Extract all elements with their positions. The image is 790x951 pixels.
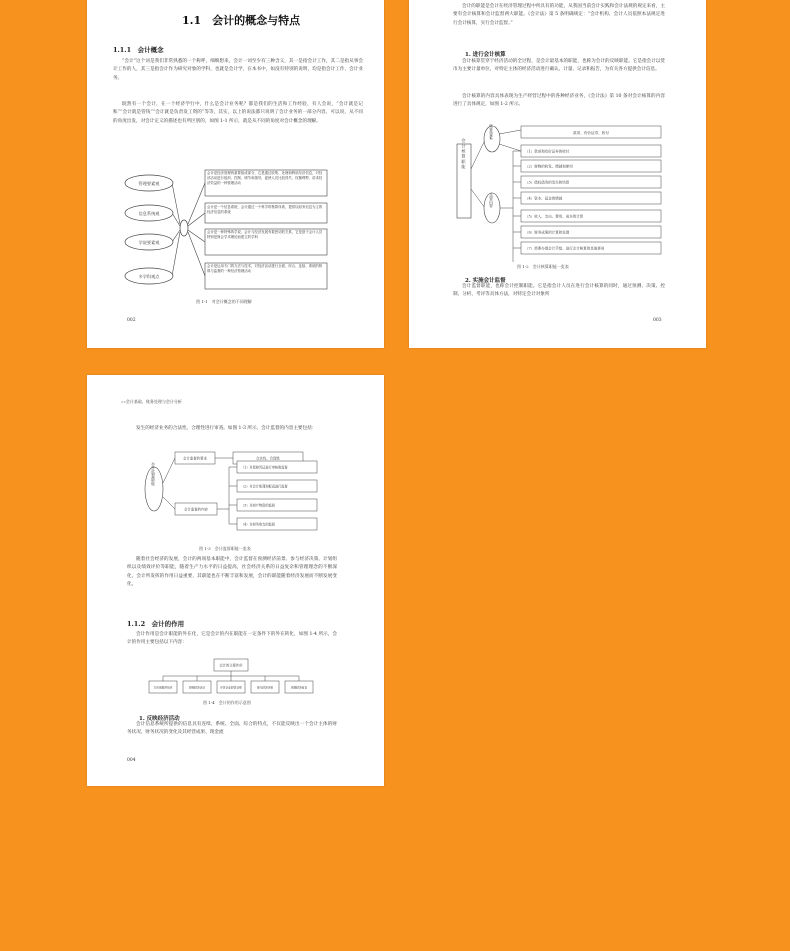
diagram-description: 会计是一个信息系统，会计通过一个科学的核算体系，提供以财务信息为主的经济信息的系统: [207, 205, 323, 214]
diagram-item-label: 控制经济活动: [188, 685, 206, 690]
concept-diagram: [87, 166, 384, 296]
diagram-item-label: （3）对财产物资的监督: [241, 503, 275, 508]
diagram-item-label: （2）对会计账簿和报表进行监督: [241, 484, 288, 489]
figure-caption: 图 1-2 会计核算职能一览表: [517, 264, 569, 269]
paragraph: 会计监督职能，也称会计控制职能。它是指会计人员在进行会计核算的同时，通过预测、决策、控制、分析、考评等具体方法，对特定会计对象所: [453, 284, 665, 298]
diagram-node-label: 学说要素观: [138, 240, 160, 245]
document-page-3: [87, 375, 384, 786]
figure-caption: 图 1-3 会计监督职能一览表: [199, 546, 251, 551]
diagram-hub: [180, 220, 188, 236]
diagram-connector: [172, 183, 205, 276]
subheading: 1. 进行会计核算: [465, 52, 506, 58]
running-head: »»会计基础、账务处理与会计分析: [121, 399, 182, 404]
diagram-item-label: 参与经济决策: [256, 685, 274, 690]
paragraph: 会计核算贯穿于经济活动的全过程，是会计最基本的职能，也称为会计的反映职能。它是指会计以货币为主要计量单位，对特定主体的经济活动进行确认、计量、记录和报告，为有关各方提供会计信息。: [453, 59, 665, 73]
diagram-item-label: 合法性、合理性: [256, 456, 280, 461]
accounting-role-diagram: [87, 657, 384, 697]
figure-caption: 图 1-1 对会计概念的不同理解: [196, 299, 252, 304]
paragraph: 会计作用是会计职能的外在化，它是会计的内在职能在一定条件下的外在转化，如图 1-4 所示，会计的作用主要包括以下内容：: [127, 632, 337, 646]
diagram-root-label: 会计的主要作用: [219, 663, 243, 668]
supervision-diagram: [87, 447, 384, 547]
diagram-item-label: 评价企业经营业绩: [220, 685, 242, 690]
running-head-text: 会计基础、账务处理与会计分析: [125, 399, 182, 404]
document-page-1: [87, 0, 384, 348]
diagram-item-label: （4）资本、基金的增减: [525, 196, 563, 201]
subheading: 1. 反映经济活动: [139, 716, 180, 722]
figure-caption: 图 1-4 会计的作用示意图: [203, 700, 251, 705]
diagram-node-label: 多学科观点: [138, 274, 160, 279]
diagram-description: 会计是运用专门的方法与技术，对经济活动进行全面、综合、连续、系统的核算与监督的一种经济管理活动: [207, 264, 323, 273]
paragraph: 会计核算的内容具体表现为生产经营过程中的各种经济业务，《会计法》第 10 条对会计核算的内容进行了具体规定，如图 1-2 所示。: [453, 94, 665, 108]
diagram-item-label: （4）对财务收支的监督: [241, 522, 275, 527]
diagram-item-label: （7）需要办理会计手续、进行会计核算的其他事项: [525, 246, 605, 251]
diagram-branch-label: 主要内容: [489, 192, 495, 208]
diagram-item-label: （6）财务成果的计算和处理: [525, 230, 570, 235]
diagram-item-label: （3）债权债务的发生和结算: [525, 180, 570, 185]
page-number: 003: [653, 318, 662, 323]
page-number: 002: [127, 318, 136, 323]
diagram-root-label: 会计监督职能: [151, 462, 157, 486]
diagram-branch-label: 会计监督的内容: [184, 507, 208, 512]
paragraph: 会计的职能是会计在经济管理过程中所具有的功能，从我国当前会计实践和会计法规的规定来看，主要有会计核算和会计监督两大职能。《会计法》第 5 条明确规定：“会计机构、会计人员依照本法规定进行会计核算，实行会计监督。”: [453, 4, 665, 26]
diagram-connector: [163, 671, 299, 681]
paragraph: 既然有一个会计，在一个经济学行中，什么是会计业务呢？都是我们的生活和工作经验，有人会说，“会计就是记账”“会计就是管钱”“会计就是负责发工资的”等等，其实，以上的说法都只说明了会计业务的一部分内容，可以说，从不同的角度出发，对会计定义的描述也有所区别的，如图 1-1 所示，就是从不同的角度对会计概念的理解。: [113, 102, 363, 124]
chapter-title: 1.1 会计的概念与特点: [182, 14, 301, 27]
diagram-branch-label: 核算要素: [489, 124, 495, 140]
paragraph: 会计信息系统所提供的信息具有连续、系统、全面、综合的特点，不仅能反映出一个会计主体的财务状况、财务状况的变化及其经营成果、现金流: [127, 722, 337, 736]
section-heading: 1.1.2 会计的作用: [127, 620, 185, 628]
diagram-description: 会计是经济管理的重要组成部分，它是通过收集、处理和利用经济信息，对经济活动进行组织、控制、调节和指导，促使人们比较得失、权衡利弊、讲求经济效益的一种管理活动: [207, 171, 323, 185]
diagram-root-label: 会计核算职能: [461, 138, 467, 170]
diagram-description: 会计是一种特殊的学说，会计与经济发展有着密切的关系，它是基于会计人员特别是财会学术理论而建立的学科: [207, 230, 323, 239]
diagram-item-label: （2）财物的收发、增减和使用: [525, 164, 573, 169]
diagram-item-label: （1）款项和有价证券的收付: [525, 149, 570, 154]
diagram-node-label: 管理要素观: [138, 181, 160, 186]
document-page-2: [409, 0, 706, 348]
page-number: 004: [127, 758, 136, 763]
diagram-branch-label: 会计监督的要求: [183, 456, 207, 461]
subheading: 2. 实施会计监督: [465, 278, 506, 284]
diagram-item-label: 款项、有价证券、收付: [573, 131, 609, 135]
diagram-item-label: （1）对原始凭证进行审核和监督: [241, 465, 288, 470]
paragraph: 随着社会经济的发展，会计的两项基本职能中，会计监督在预测经济前景、参与经济决策、计划组织以及绩效评价等职能，随着生产力水平的日益提高，社会经济关系的日益复杂和管理理念的不断深化，会计所发挥的作用日益重要，其职能也在不断丰富和发展，会计的职能随着经济发展而不断发展变化。: [127, 557, 337, 588]
diagram-item-label: 为决策提供信息: [153, 685, 173, 690]
diagram-item-label: （5）收入、支出、费用、成本的计算: [525, 214, 584, 219]
paragraph: 发生的经济业务的合法性、合理性进行审查。如图 1-3 所示，会计监督的内容主要包括：: [136, 426, 317, 431]
diagram-node-label: 信息系统观: [138, 211, 160, 216]
diagram-item-label: 预测经济前景: [290, 685, 308, 690]
section-heading: 1.1.1 会计概念: [113, 46, 164, 54]
accounting-function-diagram: [409, 124, 706, 264]
paragraph: “会计”这个词是我们非常熟悉的一个称呼，细细想来，会计一词至少有三种含义，其一是指会计工作，其二是指从事会计工作的人，其三是指会计作为研究对象的学科，也就是会计学，在本书中，如没有特别的说明，均是指会计工作，会计业务。: [113, 59, 363, 81]
